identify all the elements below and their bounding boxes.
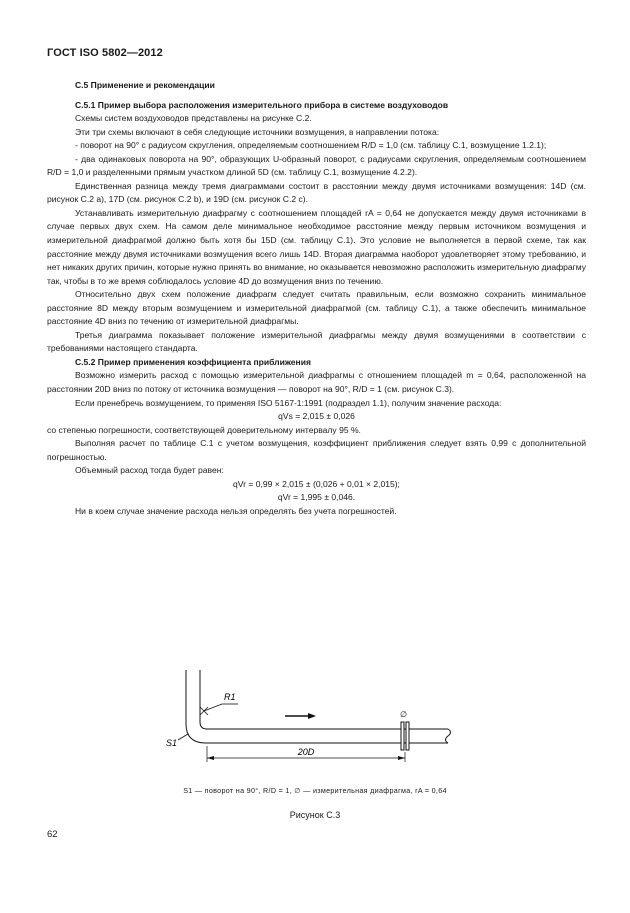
paragraph: Схемы систем воздуховодов представлены на рисунке С.2.	[75, 113, 312, 124]
label-orifice: ∅	[400, 710, 407, 719]
paragraph: Эти три схемы включают в себя следующие источники возмущения, в направлении потока:	[75, 126, 440, 137]
formula-qvr-expression: qVr = 0,99 × 2,015 ± (0,026 + 0,01 × 2,015);	[233, 478, 400, 489]
document-body	[47, 79, 586, 519]
formula-qvr-result: qVr = 1,995 ± 0,046.	[277, 492, 356, 503]
paragraph: Если пренебречь возмущением, то применяя ISO 5167-1:1991 (подраздел 1.1), получим значение расхода:	[75, 397, 502, 408]
paragraph: Ни в коем случае значение расхода нельзя определять без учета погрешностей.	[75, 505, 397, 516]
paragraph: Относительно двух схем положение диафрагм следует считать правильным, если возможно сохранить минимальное расстояние 8D между вторым возмущением и измерительной диафрагмой (см. таблицу С.1), а также обеспечить минимальное расстояние 4D вниз по течению от измерительной диафрагмы.	[47, 289, 586, 327]
figure-title: Рисунок С.3	[289, 810, 341, 820]
paragraph: Третья диаграмма показывает положение измерительной диафрагмы между двумя возмущениями в соответствии с требованиями настоящего стандарта.	[47, 329, 586, 354]
paragraph: Единственная разница между тремя диаграммами состоит в расстоянии между двумя источниками возмущения: 14D (см. рисунок С.2 а), 17D (см. рисунок С.2 b), и 19D (см. рисунок С.2 с).	[47, 180, 586, 205]
subsection-heading-5-2: С.5.2 Пример применения коэффициента приближения	[75, 356, 311, 367]
orifice-plate	[406, 722, 409, 750]
label-s1: S1	[166, 738, 178, 748]
paragraph: со степенью погрешности, соответствующей доверительному интервалу 95 %.	[47, 424, 361, 435]
subsection-heading-5-1: С.5.1 Пример выбора расположения измерительного прибора в системе воздуховодов	[75, 99, 449, 110]
orifice-plate	[401, 722, 404, 750]
section-heading: С.5 Применение и рекомендации	[75, 80, 215, 90]
document-header: ГОСТ ISO 5802—2012	[47, 47, 163, 59]
label-distance-20d: 20D	[297, 747, 315, 757]
paragraph: - два одинаковых поворота на 90°, образующих U-образный поворот, с радиусами скругления, определяемым соотношением R/D = 1,0 и разделенными прямым участком длиной 5D (см. таблицу С.1, возмущение 4.2.2).	[47, 153, 586, 178]
paragraph: Возможно измерить расход с помощью измерительной диафрагмы с отношением площадей m = 0,64, расположенной на расстоянии 20D вниз по потоку от источника возмущения — поворот на 90°, R/D = 1 (см. рисунок С.3).	[47, 370, 586, 395]
formula-qvs: qVs = 2,015 ± 0,026	[278, 411, 355, 422]
page-number: 62	[47, 829, 58, 840]
figure-legend: S1 — поворот на 90°, R/D = 1, ∅ — измерительная диафрагма, rA = 0,64	[183, 786, 447, 795]
label-r1: R1	[224, 692, 236, 702]
figure-c3-diagram	[150, 664, 480, 774]
paragraph: Выполняя расчет по таблице С.1 с учетом возмущения, коэффициент приближения следует взять 0,99 с дополнительной погрешностью.	[47, 438, 586, 462]
paragraph: Устанавливать измерительную диафрагму с соотношением площадей rA = 0,64 не допускается между двумя источниками в случае первых двух схем. На самом деле минимальное необходимое расстояние между первым источником возмущения и измерительной диафрагмой должно быть хотя бы 15D (см. таблицу С.1). Это условие не выполняется в первой схеме, так как расстояние между двумя источниками возмущения всего лишь 14D. Вторая диаграмма наоборот удовлетворяет этому требованию, и нет никаких других причин, которые нужно принять во внимание, но оказывается невозможно расположить измерительную диафрагму так, чтобы в то же время соблюдалось условие 4D до возмущения вниз по течению.	[47, 207, 586, 286]
paragraph: Объемный расход тогда будет равен:	[75, 465, 224, 476]
flow-arrowhead	[308, 713, 316, 719]
paragraph: - поворот на 90° с радиусом скругления, определяемым соотношением R/D = 1,0 (см. таблицу С.1, возмущение 1.2.1);	[75, 140, 547, 151]
